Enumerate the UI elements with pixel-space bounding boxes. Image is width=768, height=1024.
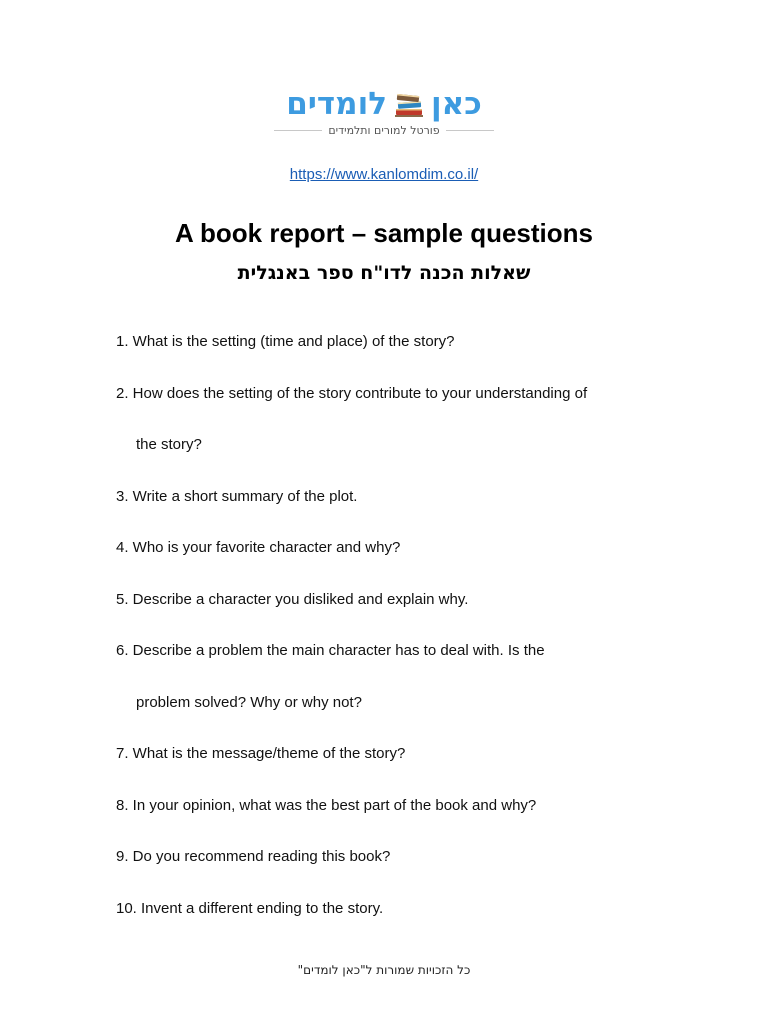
website-link[interactable]: https://www.kanlomdim.co.il/ bbox=[289, 166, 479, 183]
question-item: 8. In your opinion, what was the best part of the book and why? bbox=[116, 796, 537, 814]
page-subtitle: שאלות הכנה לדו"ח ספר באנגלית bbox=[237, 262, 531, 284]
question-item: 7. What is the message/theme of the story? bbox=[116, 745, 406, 762]
copyright-footer: כל הזכויות שמורות ל"כאן לומדים" bbox=[297, 963, 471, 977]
question-item: 10. Invent a different ending to the story. bbox=[116, 899, 384, 917]
question-item: 9. Do you recommend reading this book? bbox=[116, 848, 391, 865]
logo-text-left: לומדים bbox=[286, 86, 387, 122]
tagline: פורטל למורים ותלמידים bbox=[328, 124, 440, 137]
page-title: A book report – sample questions bbox=[174, 218, 593, 248]
question-item: 6. Describe a problem the main character has to deal with. Is the bbox=[116, 642, 545, 659]
logo-text-right: כאן bbox=[430, 86, 482, 122]
divider bbox=[446, 130, 494, 131]
question-item: 5. Describe a character you disliked and explain why. bbox=[116, 590, 469, 608]
question-continuation: the story? bbox=[136, 436, 202, 453]
question-item: 3. Write a short summary of the plot. bbox=[116, 487, 358, 505]
question-item: 4. Who is your favorite character and why? bbox=[116, 539, 401, 556]
question-item: 1. What is the setting (time and place) of the story? bbox=[116, 333, 455, 350]
logo bbox=[0, 84, 768, 124]
tagline-row bbox=[274, 124, 494, 137]
books-icon bbox=[392, 87, 426, 121]
divider bbox=[274, 130, 322, 131]
question-item: 2. How does the setting of the story contribute to your understanding of bbox=[116, 384, 588, 402]
question-continuation: problem solved? Why or why not? bbox=[136, 693, 362, 711]
